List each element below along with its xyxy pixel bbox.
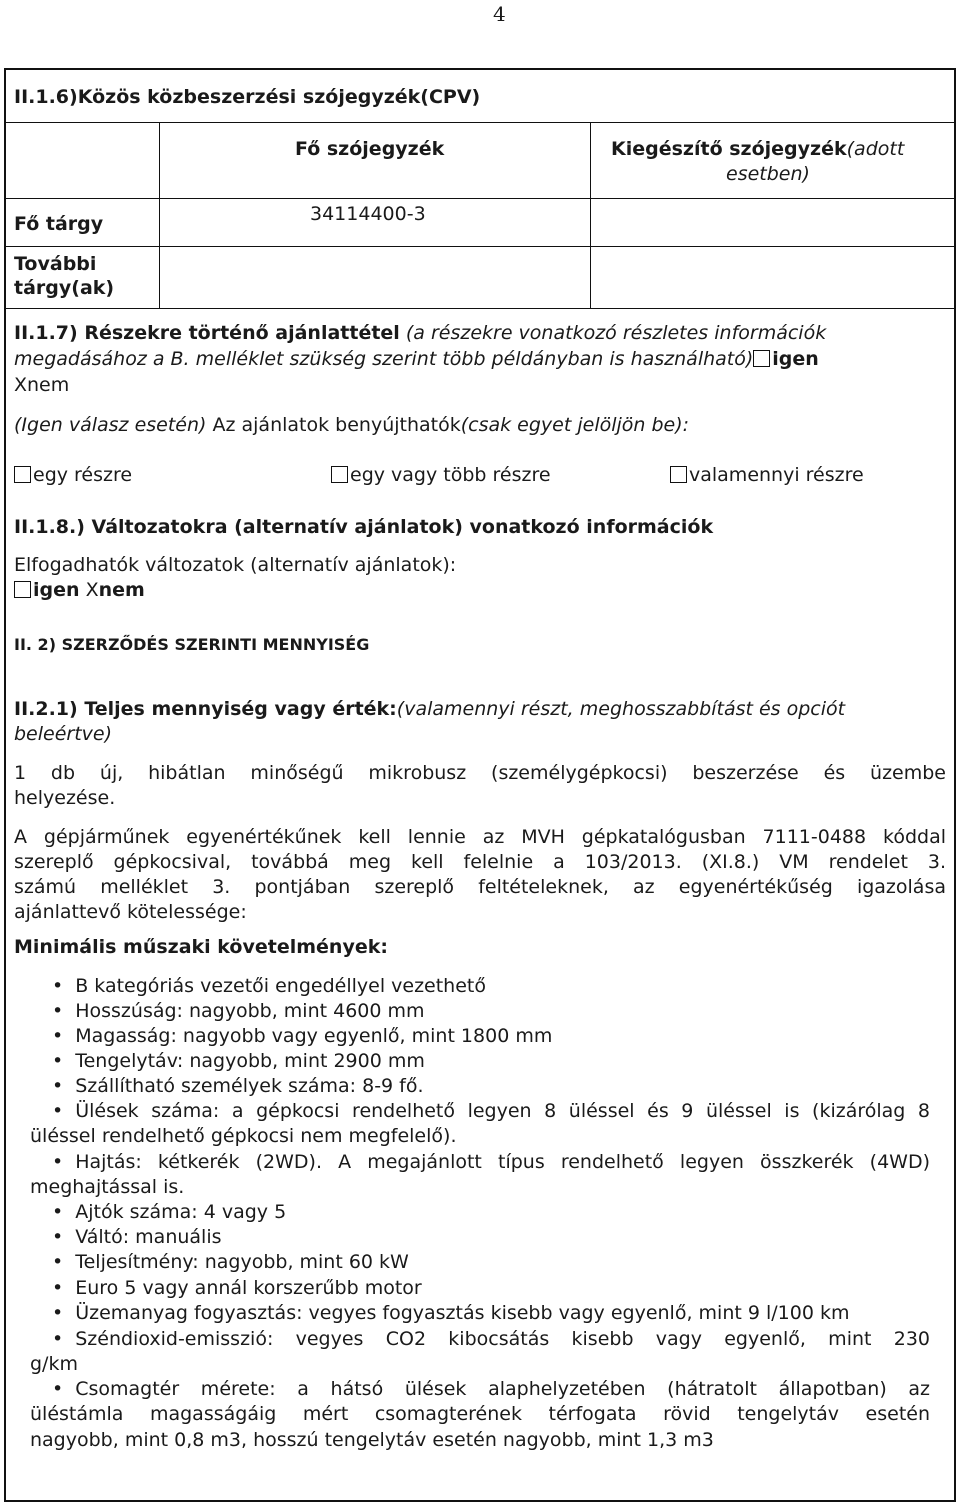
- col-extra-header: Kiegészítő szójegyzék(adott: [611, 138, 905, 160]
- parts-note: (Igen válasz esetén) Az ajánlatok benyújthatók(csak egyet jelöljön be):: [14, 414, 690, 436]
- list-item: • Teljesítmény: nagyobb, mint 60 kW: [52, 1251, 409, 1273]
- checkbox-one-part[interactable]: [14, 466, 31, 483]
- row-main-label: Fő tárgy: [14, 213, 104, 235]
- checkbox-parts-igen[interactable]: [753, 350, 770, 367]
- p2-line4: ajánlattevő kötelessége:: [14, 901, 247, 923]
- p2-line2: szereplő gépkocsival, továbbá meg kell felelnie a 103/2013. (XI.8.) VM rendelet 3.: [14, 851, 946, 873]
- list-item: • Tengelytáv: nagyobb, mint 2900 mm: [52, 1050, 425, 1072]
- row-main-extra: [591, 199, 957, 247]
- row-extra-code: [160, 247, 591, 309]
- row-extra-label-2: tárgy(ak): [14, 277, 115, 299]
- quantity-heading-2: beleértve): [14, 723, 113, 745]
- cpv-heading: II.1.6)Közös közbeszerzési szójegyzék(CPV): [14, 86, 481, 108]
- parts-option-nem: Xnem: [14, 374, 70, 396]
- cpv-table: [4, 122, 956, 309]
- list-item-trunk-2: üléstámla magasságáig mért csomagterének térfogata rövid tengelytáv esetén: [30, 1403, 930, 1425]
- checkbox-variants-igen[interactable]: [14, 581, 31, 598]
- list-item-drive-2: meghajtással is.: [30, 1176, 185, 1198]
- parts-heading: II.1.7) Részekre történő ajánlattétel (a részekre vonatkozó részletes információk: [14, 322, 827, 344]
- choice-one-part[interactable]: egy részre: [14, 464, 132, 486]
- list-item-trunk: • Csomagtér mérete: a hátsó ülések alaphelyzetében (hátratolt állapotban) az: [52, 1378, 930, 1400]
- row-main-code: 34114400-3: [310, 203, 426, 225]
- list-item: • Hosszúság: nagyobb, mint 4600 mm: [52, 1000, 425, 1022]
- checkbox-all-parts[interactable]: [670, 466, 687, 483]
- parts-heading-2: megadásához a B. melléklet szükség szerint több példányban is használható) igen: [14, 348, 819, 370]
- list-item: • Euro 5 vagy annál korszerűbb motor: [52, 1277, 422, 1299]
- p1-line2: helyezése.: [14, 787, 116, 809]
- quantity-heading: II.2.1) Teljes mennyiség vagy érték:(valamennyi részt, meghosszabbítást és opciót: [14, 698, 846, 720]
- list-item: • Magasság: nagyobb vagy egyenlő, mint 1800 mm: [52, 1025, 552, 1047]
- min-requirements-heading: Minimális műszaki követelmények:: [14, 936, 388, 958]
- section-quantity: II. 2) SZERZŐDÉS SZERINTI MENNYISÉG: [14, 635, 370, 654]
- choice-one-or-more[interactable]: egy vagy több részre: [331, 464, 551, 486]
- list-item-co2-2: g/km: [30, 1353, 78, 1375]
- list-item-trunk-3: nagyobb, mint 0,8 m3, hosszú tengelytáv esetén nagyobb, mint 1,3 m3: [30, 1429, 714, 1451]
- p2-line1: A gépjárműnek egyenértékűnek kell lennie az MVH gépkatalógusban 7111-0488 kóddal: [14, 826, 946, 848]
- p1-line1: 1 db új, hibátlan minőségű mikrobusz (személygépkocsi) beszerzése és üzembe: [14, 762, 946, 784]
- col-extra-header-tail: esetben): [726, 163, 810, 185]
- variants-question: Elfogadhatók változatok (alternatív ajánlatok):: [14, 554, 457, 576]
- row-extra-extra: [591, 247, 957, 309]
- col-main-header: Fő szójegyzék: [295, 138, 445, 160]
- list-item-drive: • Hajtás: kétkerék (2WD). A megajánlott típus rendelhető legyen összkerék (4WD): [52, 1151, 930, 1173]
- list-item: • Üzemanyag fogyasztás: vegyes fogyasztás kisebb vagy egyenlő, mint 9 l/100 km: [52, 1302, 849, 1324]
- checkbox-one-or-more[interactable]: [331, 466, 348, 483]
- list-item-co2: • Széndioxid-emisszió: vegyes CO2 kibocsátás kisebb vagy egyenlő, mint 230: [52, 1328, 930, 1350]
- row-extra-label-1: További: [14, 253, 97, 275]
- list-item: • Váltó: manuális: [52, 1226, 222, 1248]
- choice-all-parts[interactable]: valamennyi részre: [670, 464, 864, 486]
- variants-heading: II.1.8.) Változatokra (alternatív ajánlatok) vonatkozó információk: [14, 516, 714, 538]
- list-item: • Ajtók száma: 4 vagy 5: [52, 1201, 286, 1223]
- p2-line3: számú melléklet 3. pontjában szereplő feltételeknek, az egyenértékűség igazolása: [14, 876, 946, 898]
- variants-options: igen Xnem: [14, 579, 145, 601]
- list-item: • B kategóriás vezetői engedéllyel vezethető: [52, 975, 486, 997]
- list-item: • Szállítható személyek száma: 8-9 fő.: [52, 1075, 424, 1097]
- page-number: 4: [493, 2, 506, 26]
- list-item-seats: • Ülések száma: a gépkocsi rendelhető legyen 8 üléssel és 9 üléssel is (kizárólag 8: [52, 1100, 930, 1122]
- list-item-seats-2: üléssel rendelhető gépkocsi nem megfelelő).: [30, 1125, 457, 1147]
